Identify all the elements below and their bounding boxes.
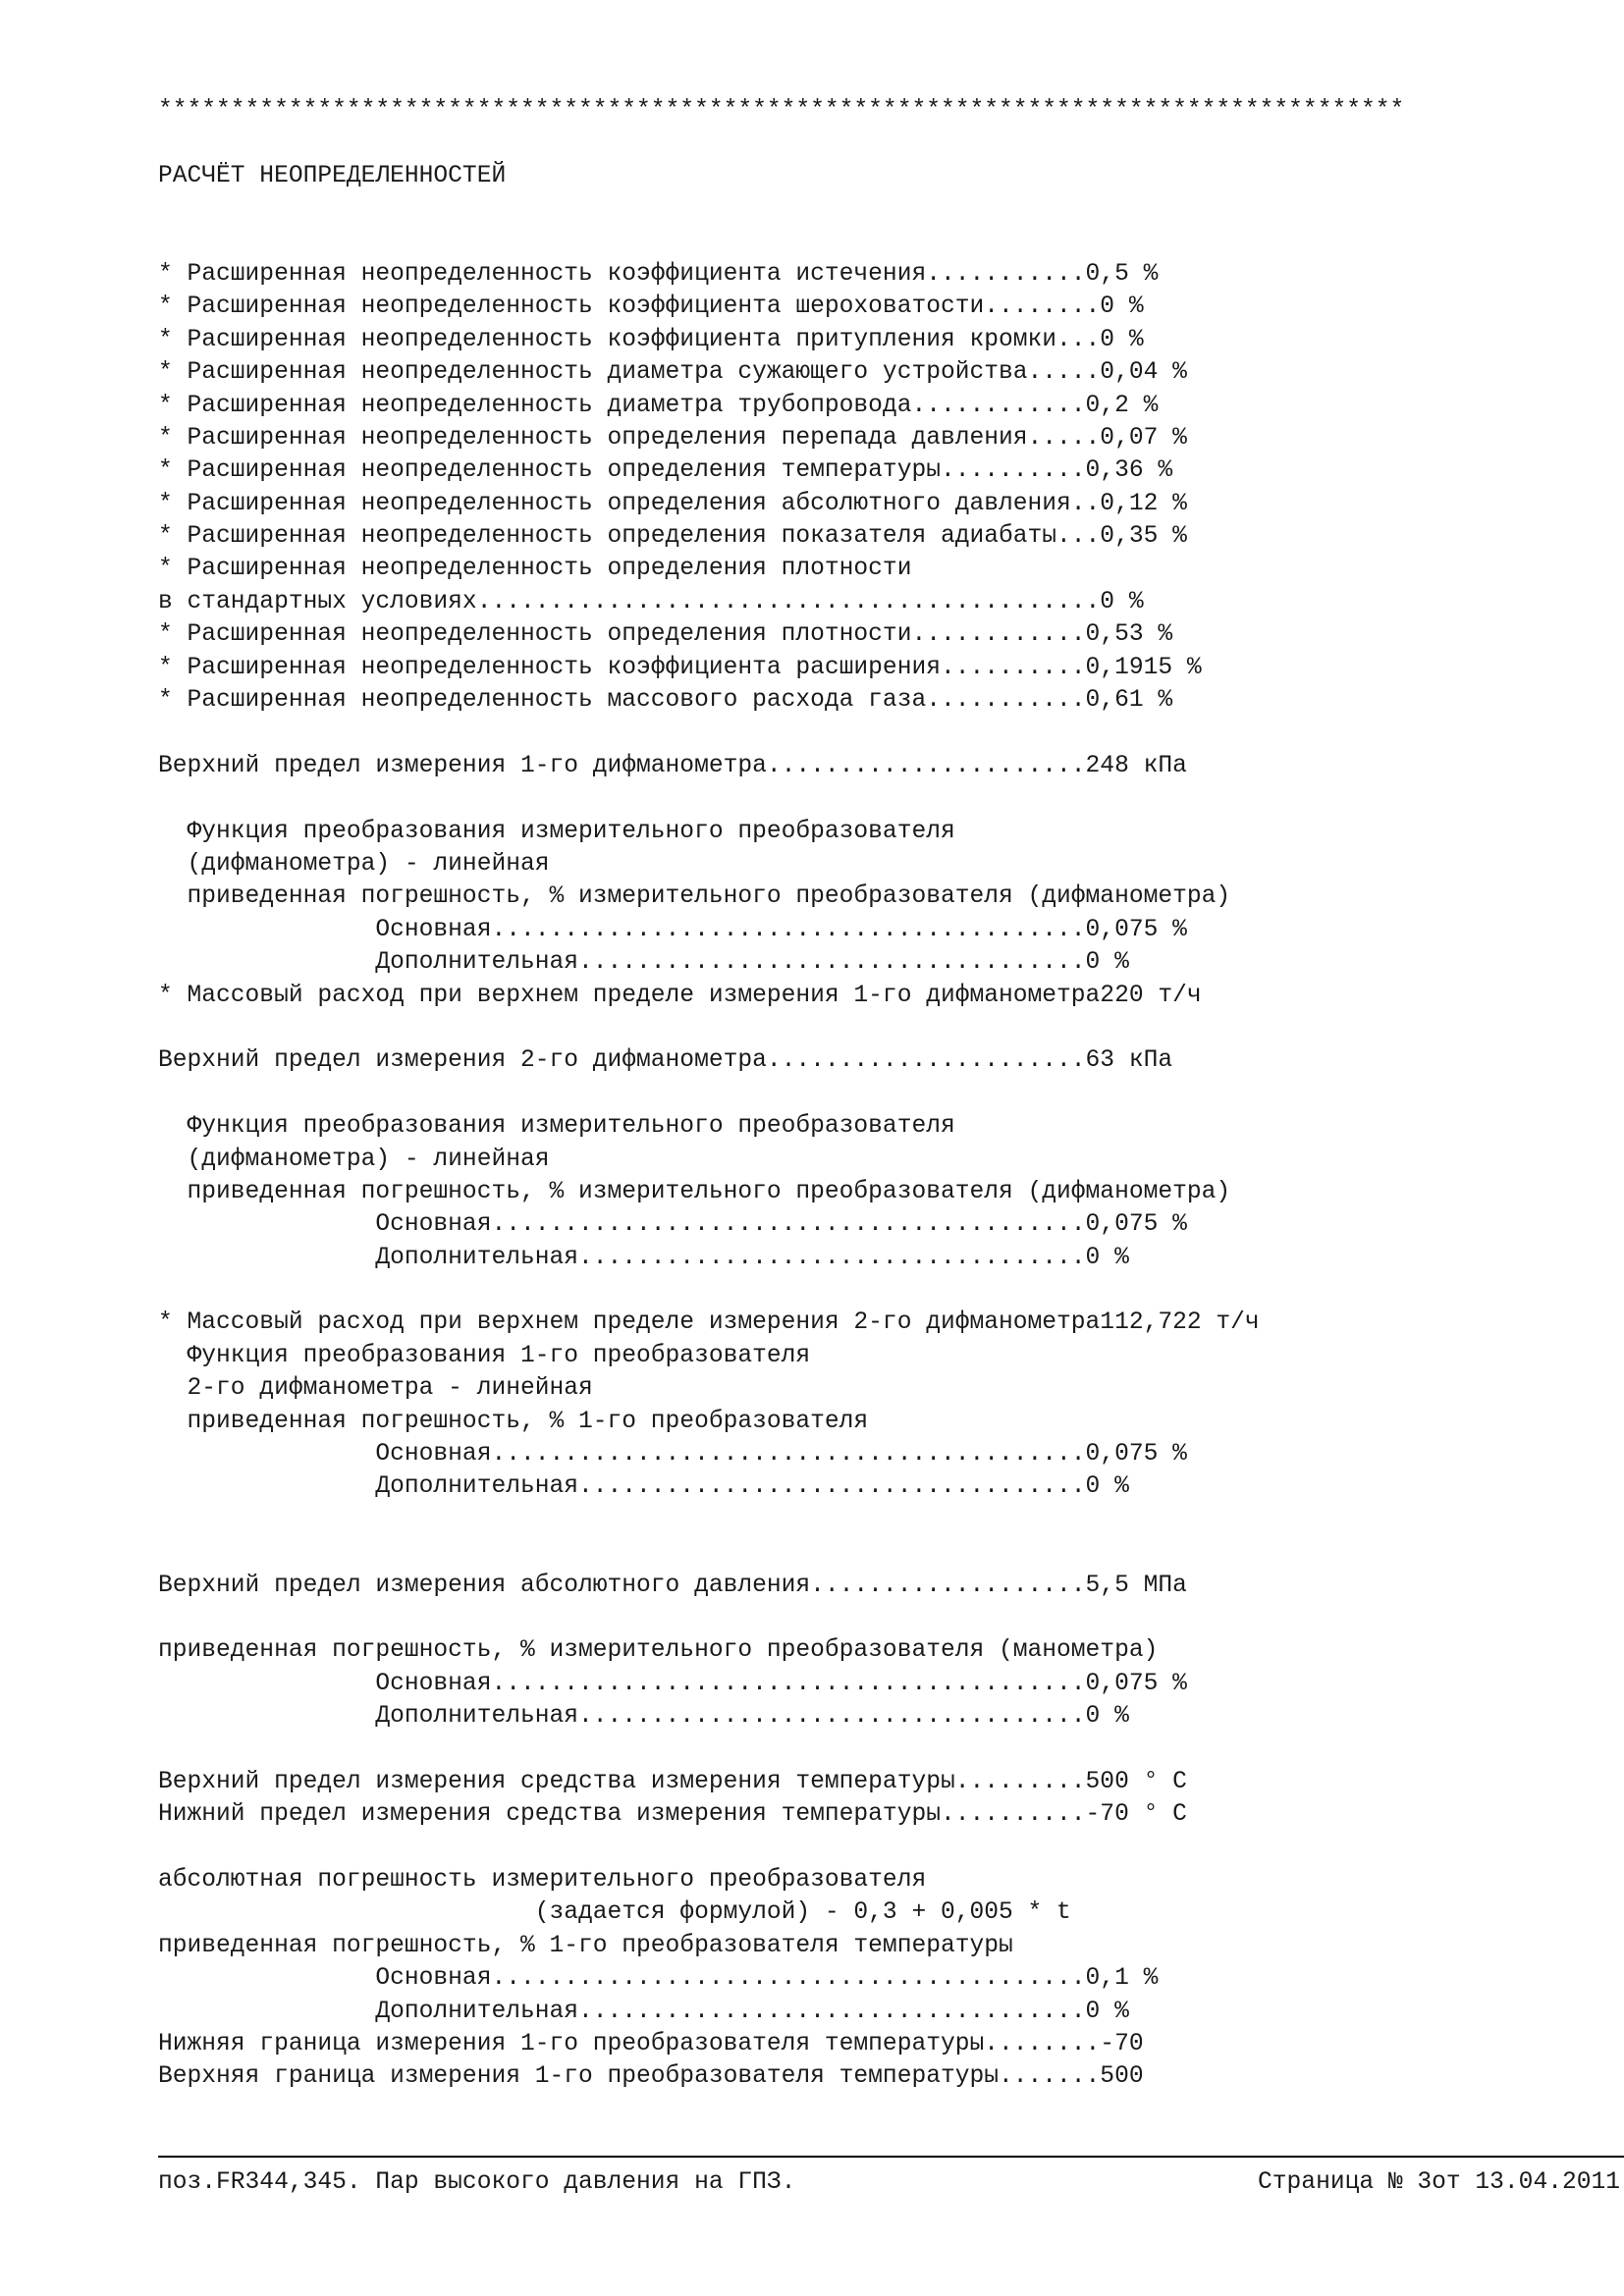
blank-line [158, 1274, 1533, 1307]
blank-line [158, 782, 1533, 815]
report-line: Дополнительная...................................0 % [158, 949, 1129, 977]
report-line: Функция преобразования измерительного преобразователя [158, 1113, 955, 1141]
report-line: * Расширенная неопределенность определения перепада давления.....0,07 % [158, 424, 1187, 452]
blank-line [158, 1832, 1533, 1864]
report-line: * Расширенная неопределенность определения плотности............0,53 % [158, 621, 1173, 649]
report-line: Основная.........................................0,1 % [158, 1965, 1159, 1993]
report-line: (дифманометра) - линейная [158, 1146, 550, 1173]
page-footer [158, 2165, 1624, 2201]
report-line: Верхняя граница измерения 1-го преобразователя температуры.......500 [158, 2063, 1144, 2091]
report-line: * Расширенная неопределенность определения температуры..........0,36 % [158, 457, 1173, 485]
blank-line [158, 127, 1533, 159]
report-line: Функция преобразования измерительного преобразователя [158, 818, 955, 845]
report-line: в стандартных условиях...........................................0 % [158, 588, 1144, 615]
section-heading: РАСЧЁТ НЕОПРЕДЕЛЕННОСТЕЙ [158, 162, 507, 189]
footer-page-info: Страница № 3от 13.04.2011 [1258, 2169, 1620, 2196]
blank-line [158, 1078, 1533, 1110]
report-line: абсолютная погрешность измерительного преобразователя [158, 1867, 927, 1895]
report-line: * Массовый расход при верхнем пределе измерения 2-го дифманометра112,722 т/ч [158, 1309, 1260, 1337]
blank-line [158, 192, 1533, 225]
blank-line [158, 1602, 1533, 1634]
report-line: * Расширенная неопределенность определения плотности [158, 556, 912, 583]
calculation-report-text [158, 94, 1533, 2094]
report-line: приведенная погрешность, % 1-го преобразователя температуры [158, 1932, 1013, 1959]
report-line: Дополнительная...................................0 % [158, 1473, 1129, 1501]
separator-line: ************************************************************************************** [158, 97, 1405, 124]
report-line: Нижний предел измерения средства измерения температуры..........-70 ° C [158, 1801, 1187, 1829]
blank-line [158, 1734, 1533, 1766]
report-line: * Расширенная неопределенность определения абсолютного давления..0,12 % [158, 490, 1187, 517]
report-line: * Расширенная неопределенность диаметра трубопровода............0,2 % [158, 392, 1159, 419]
report-line: 2-го дифманометра - линейная [158, 1375, 593, 1403]
report-line: Дополнительная...................................0 % [158, 1703, 1129, 1731]
report-line: Дополнительная...................................0 % [158, 1998, 1129, 2025]
footer-divider [158, 2156, 1624, 2158]
report-line: приведенная погрешность, % 1-го преобразователя [158, 1408, 869, 1435]
report-line: приведенная погрешность, % измерительного преобразователя (дифманометра) [158, 1178, 1231, 1205]
report-line: Функция преобразования 1-го преобразователя [158, 1342, 811, 1369]
blank-line [158, 226, 1533, 258]
report-line: Основная.........................................0,075 % [158, 916, 1187, 943]
report-line: Верхний предел измерения 2-го дифманометра......................63 кПа [158, 1047, 1173, 1075]
report-line: * Расширенная неопределенность определения показателя адиабаты...0,35 % [158, 523, 1187, 551]
report-line: * Расширенная неопределенность коэффициента шероховатости........0 % [158, 294, 1144, 321]
report-line: * Массовый расход при верхнем пределе измерения 1-го дифманометра220 т/ч [158, 982, 1202, 1009]
blank-line [158, 717, 1533, 749]
report-line: (дифманометра) - линейная [158, 850, 550, 878]
report-line: приведенная погрешность, % измерительного преобразователя (манометра) [158, 1637, 1159, 1665]
report-line: приведенная погрешность, % измерительного преобразователя (дифманометра) [158, 883, 1231, 911]
report-line: Основная.........................................0,075 % [158, 1670, 1187, 1697]
report-line: * Расширенная неопределенность коэффициента притупления кромки...0 % [158, 326, 1144, 353]
report-line: Дополнительная...................................0 % [158, 1244, 1129, 1271]
blank-line [158, 1012, 1533, 1044]
report-line: * Расширенная неопределенность массового расхода газа...........0,61 % [158, 687, 1173, 715]
report-line: Основная.........................................0,075 % [158, 1441, 1187, 1468]
report-line: * Расширенная неопределенность коэффициента расширения..........0,1915 % [158, 654, 1202, 681]
report-line: Основная.........................................0,075 % [158, 1211, 1187, 1239]
report-line: Верхний предел измерения средства измерения температуры.........500 ° C [158, 1768, 1187, 1795]
report-line: Верхний предел измерения 1-го дифманометра......................248 кПа [158, 752, 1187, 779]
report-line: * Расширенная неопределенность диаметра сужающего устройства.....0,04 % [158, 359, 1187, 387]
report-line: Верхний предел измерения абсолютного давления...................5,5 МПа [158, 1572, 1187, 1599]
blank-line [158, 1504, 1533, 1536]
report-line: * Расширенная неопределенность коэффициента истечения...........0,5 % [158, 260, 1159, 288]
report-line: Нижняя граница измерения 1-го преобразователя температуры........-70 [158, 2031, 1144, 2058]
footer-document-title: поз.FR344,345. Пар высокого давления на ГПЗ. [158, 2169, 796, 2196]
report-line: (задается формулой) - 0,3 + 0,005 * t [158, 1899, 1071, 1927]
blank-line [158, 1536, 1533, 1569]
